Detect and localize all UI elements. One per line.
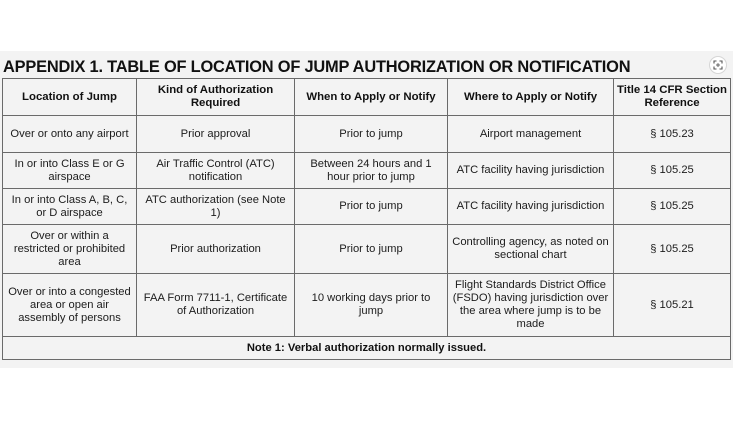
table-row — [3, 153, 731, 189]
table-note-row — [3, 337, 731, 360]
page-title: APPENDIX 1. TABLE OF LOCATION OF JUMP AUTHORIZATION OR NOTIFICATION — [3, 58, 631, 76]
cell-kind: Prior approval — [137, 116, 295, 153]
cell-reference: § 105.25 — [614, 189, 731, 225]
expand-button[interactable] — [709, 56, 727, 74]
expand-icon — [713, 60, 723, 70]
cell-kind: ATC authorization (see Note 1) — [137, 189, 295, 225]
cell-when: Prior to jump — [295, 189, 448, 225]
cell-reference: § 105.23 — [614, 116, 731, 153]
table-row — [3, 225, 731, 274]
cell-kind: Air Traffic Control (ATC) notification — [137, 153, 295, 189]
cell-location: Over or onto any airport — [3, 116, 137, 153]
cell-reference: § 105.25 — [614, 153, 731, 189]
table-row — [3, 189, 731, 225]
cell-where: Airport management — [448, 116, 614, 153]
cell-location: Over or into a congested area or open air assembly of persons — [3, 274, 137, 337]
cell-where: Flight Standards District Office (FSDO) having jurisdiction over the area where jump is to be made — [448, 274, 614, 337]
cell-location: Over or within a restricted or prohibited area — [3, 225, 137, 274]
table-row — [3, 116, 731, 153]
cell-location: In or into Class A, B, C, or D airspace — [3, 189, 137, 225]
cell-when: Between 24 hours and 1 hour prior to jump — [295, 153, 448, 189]
cell-reference: § 105.25 — [614, 225, 731, 274]
cell-when: Prior to jump — [295, 116, 448, 153]
header-cfr-reference: Title 14 CFR Section Reference — [614, 79, 731, 116]
cell-where: ATC facility having jurisdiction — [448, 189, 614, 225]
header-where: Where to Apply or Notify — [448, 79, 614, 116]
cell-where: Controlling agency, as noted on sectional chart — [448, 225, 614, 274]
jump-authorization-table — [2, 78, 731, 360]
table-header-row — [3, 79, 731, 116]
cell-when: 10 working days prior to jump — [295, 274, 448, 337]
table-row — [3, 274, 731, 337]
cell-kind: Prior authorization — [137, 225, 295, 274]
cell-where: ATC facility having jurisdiction — [448, 153, 614, 189]
header-location: Location of Jump — [3, 79, 137, 116]
table-note: Note 1: Verbal authorization normally issued. — [3, 337, 731, 360]
cell-kind: FAA Form 7711-1, Certificate of Authorization — [137, 274, 295, 337]
header-when: When to Apply or Notify — [295, 79, 448, 116]
cell-location: In or into Class E or G airspace — [3, 153, 137, 189]
cell-when: Prior to jump — [295, 225, 448, 274]
header-kind: Kind of Authorization Required — [137, 79, 295, 116]
cell-reference: § 105.21 — [614, 274, 731, 337]
